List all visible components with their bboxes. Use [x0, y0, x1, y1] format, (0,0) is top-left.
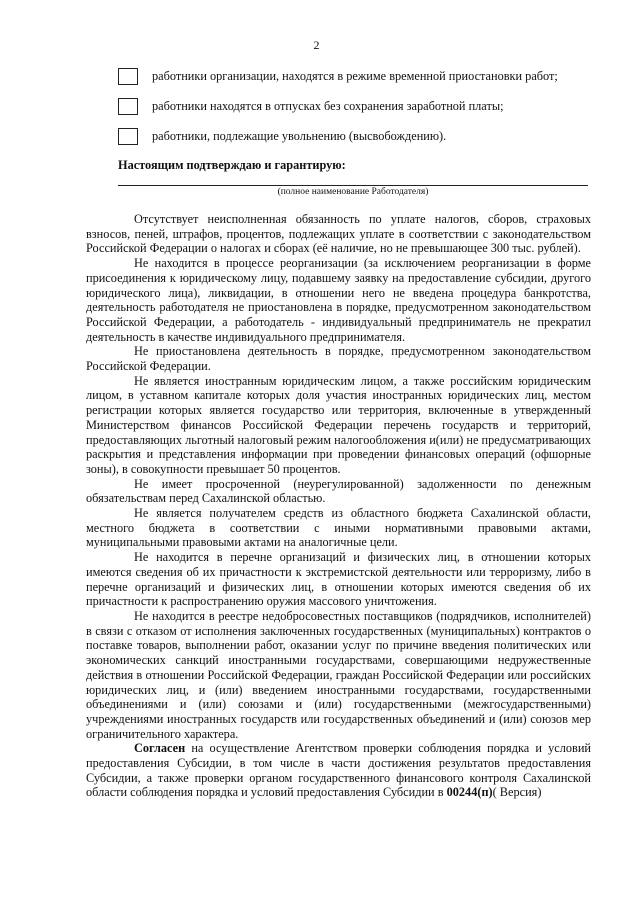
- checkbox-suspension[interactable]: [118, 68, 138, 85]
- declaration-paragraph-foreign-entity: Не является иностранным юридическим лицом, а также российским юридическим лицом, в уставном капитале которых доля участия иностранных юридических лиц, местом регистрации которых является государство или территория, включенные в утвержденный Министерством финансов Российской Федерации перечень государств и территорий, предоставляющих льготный налоговый режим налогообложения и(или) не предусматривающих раскрытия и представления информации при проведении финансовых операций (офшорные зоны), в совокупности превышает 50 процентов.: [86, 373, 591, 476]
- declaration-paragraph-extremism-list: Не находится в перечне организаций и физических лиц, в отношении которых имеются сведения об их причастности к экстремистской деятельности или терроризму, либо в перечне организаций и физических лиц, в отношении которых имеются сведения об их причастности к распространению оружия массового уничтожения.: [86, 550, 591, 609]
- page-number: 2: [313, 38, 320, 52]
- declaration-body: [86, 212, 591, 800]
- confirm-heading: Настоящим подтверждаю и гарантирую:: [118, 158, 346, 172]
- declaration-paragraph-suspension: Не приостановлена деятельность в порядке, предусмотренном законодательством Российской Федерации.: [86, 344, 591, 374]
- consent-lead: Согласен: [134, 741, 186, 756]
- document-code: 00244(п): [446, 785, 493, 800]
- declaration-paragraph-budget-funds: Не является получателем средств из областного бюджета Сахалинской области, местного бюджета в соответствии с иными нормативными правовыми актами, муниципальными правовыми актами на аналогичные цели.: [86, 506, 591, 550]
- consent-paragraph: [86, 741, 591, 800]
- declaration-paragraph-reorganization: Не находится в процессе реорганизации (за исключением реорганизации в форме присоединения к юридическому лицу, подавшему заявку на предоставление субсидии, другого юридического лица), ликвидации, в отношении него не введена процедура банкротства, деятельность работодателя не приостановлена в порядке, предусмотренном законодательством Российской Федерации, а работодатель - индивидуальный предприниматель не прекратил деятельность в качестве индивидуального предпринимателя.: [86, 256, 591, 344]
- checkbox-unpaid-leave[interactable]: [118, 98, 138, 115]
- checkbox-dismissal[interactable]: [118, 128, 138, 145]
- employer-name-caption: (полное наименование Работодателя): [277, 187, 429, 197]
- declaration-paragraph-supplier-registry: Не находится в реестре недобросовестных поставщиков (подрядчиков, исполнителей) в связи с отказом от исполнения заключенных государственных (муниципальных) контрактов о поставке товаров, выполнении работ, оказании услуг по причине введения политических или экономических санкций иностранными государствами, совершающими недружественные действия в отношении Российской Федерации, граждан Российской Федерации или российских юридических лиц, и (или) введением иностранными государствами, государственными объединениями и (или) союзами и (или) государственными (межгосударственными) учреждениями иностранных государств или государственных объединений и (или) союзов мер ограничительного характера.: [86, 608, 591, 741]
- consent-text: на осуществление Агентством проверки соблюдения порядка и условий предоставления Субсидии, в том числе в части достижения результатов предоставления Субсидии, а также проверки органом государственного финансового контроля Сахалинской области соблюдения порядка и условий предоставления Субсидии в: [86, 741, 591, 800]
- document-version: ( Версия): [492, 785, 542, 800]
- declaration-paragraph-taxes: Отсутствует неисполненная обязанность по уплате налогов, сборов, страховых взносов, пеней, штрафов, процентов, подлежащих уплате в соответствии с законодательством Российской Федерации о налогах и сборах (её наличие, но не превышающее 300 тыс. рублей).: [86, 212, 591, 256]
- checkbox-label-suspension: работники организации, находятся в режиме временной приостановки работ;: [152, 69, 558, 83]
- declaration-paragraph-overdue-debt: Не имеет просроченной (неурегулированной) задолженности по денежным обязательствам перед Сахалинской областью.: [86, 476, 591, 506]
- checkbox-label-dismissal: работники, подлежащие увольнению (высвобождению).: [152, 129, 447, 143]
- checkbox-label-unpaid-leave: работники находятся в отпусках без сохранения заработной платы;: [152, 99, 504, 113]
- employer-name-line[interactable]: [118, 185, 588, 186]
